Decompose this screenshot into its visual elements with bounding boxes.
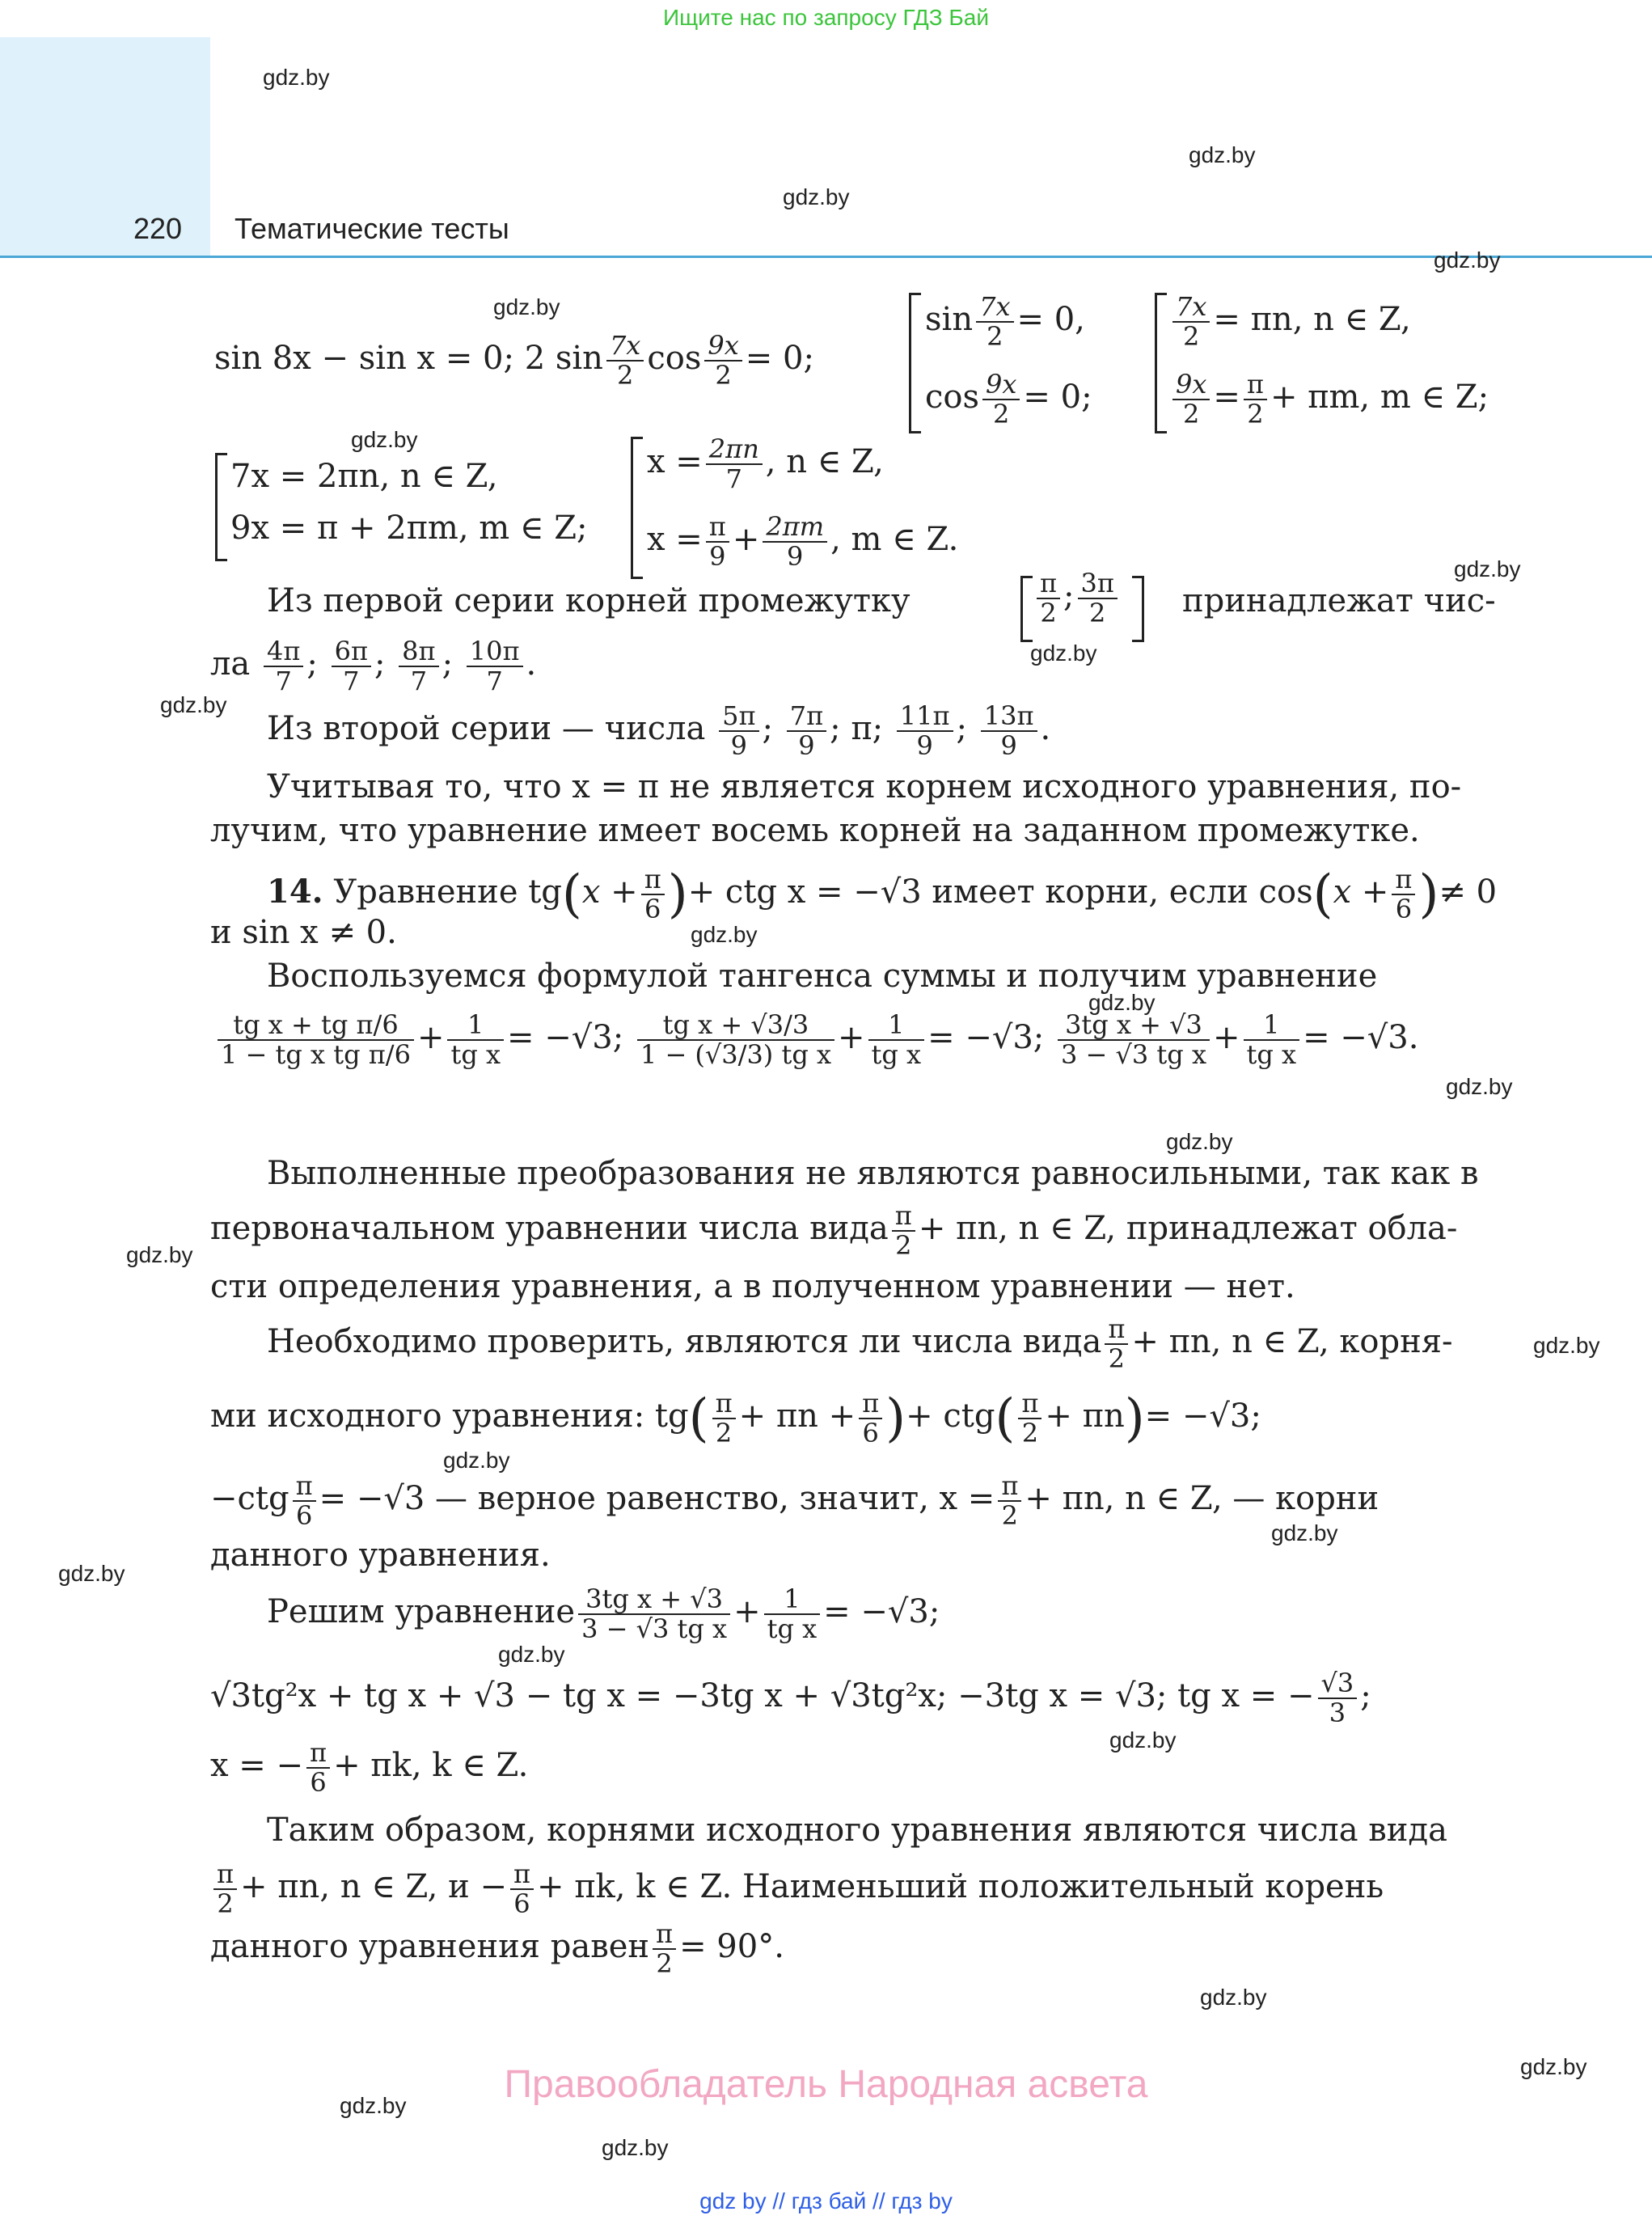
interval-bracket (1020, 576, 1033, 642)
text-line: Выполненные преобразования не являются равносильными, так как в (267, 1155, 1479, 1192)
watermark: gdz.by (602, 2135, 669, 2160)
system-line: x = $\frac{\pi}{9}$ + $\frac{2\pi m}{9}$ , m ∈ Z. (647, 511, 959, 573)
system-line: 9x = π + 2πm, m ∈ Z; (230, 509, 588, 547)
watermark: gdz.by (351, 427, 418, 452)
text-line: лучим, что уравнение имеет восемь корней на заданном промежутке. (210, 812, 1420, 849)
top-banner[interactable]: Ищите нас по запросу ГДЗ Бай (662, 5, 990, 30)
text-line: 14. Уравнение tg(x + $\frac{\pi}{6}$ )+ ctg x = −√3 имеет корни, если cos(x + $\frac{\pi}{6}$ )≠ 0 (267, 864, 1498, 925)
copyright-notice: Правообладатель Народная асвета (504, 2063, 1148, 2106)
watermark: gdz.by (1533, 1333, 1600, 1358)
watermark: gdz.by (1434, 247, 1501, 273)
watermark: gdz.by (1109, 1727, 1177, 1753)
watermark: gdz.by (1166, 1129, 1233, 1154)
watermark: gdz.by (691, 922, 758, 947)
header-rule (0, 256, 1652, 258)
interval-bracket (1132, 576, 1144, 642)
watermark: gdz.by (443, 1448, 510, 1473)
text-line: и sin x ≠ 0. (210, 914, 397, 951)
system-line: $\frac{9x}{2}$ = $\frac{\pi}{2}$ + πm, m ∈ Z; (1169, 370, 1489, 429)
watermark: gdz.by (1520, 2054, 1587, 2079)
interval: $\frac{\pi}{2}$ ; $\frac{3\pi}{2}$ (1033, 569, 1121, 628)
text-line: ми исходного уравнения: tg( $\frac{\pi}{2}$ + πn + $\frac{\pi}{6}$ )+ ctg( $\frac{\pi}{2}$ + πn)= −√3; (210, 1388, 1261, 1449)
text-line: сти определения уравнения, а в полученном уравнении — нет. (210, 1268, 1295, 1305)
watermark: gdz.by (126, 1242, 193, 1267)
watermark: gdz.by (1454, 556, 1521, 581)
text-line: первоначальном уравнении числа вида $\frac{\pi}{2}$ + πn, n ∈ Z, принадлежат обла- (210, 1200, 1458, 1262)
text-line: Учитывая то, что x = π не является корнем исходного уравнения, по- (267, 768, 1462, 805)
text-line: Воспользуемся формулой тангенса суммы и получим уравнение (267, 958, 1378, 995)
text-line: принадлежат чис- (1182, 582, 1496, 619)
system-line: 7x = 2πn, n ∈ Z, (230, 458, 498, 495)
text-line: Из первой серии корней промежутку (267, 582, 911, 619)
watermark: gdz.by (1088, 990, 1156, 1015)
system-bracket (1155, 293, 1167, 433)
text-line: Из второй серии — числа $\frac{5\pi}{9}$ ; $\frac{7\pi}{9}$ ; π; $\frac{11\pi}{9}$ ; $\frac{13\pi}{9}$ . (267, 700, 1051, 762)
watermark: gdz.by (498, 1642, 565, 1667)
watermark: gdz.by (1200, 1985, 1267, 2010)
footer-links[interactable]: gdz by // гдз бай // гдз by (699, 2188, 953, 2213)
watermark: gdz.by (1189, 142, 1256, 167)
watermark: gdz.by (263, 65, 330, 90)
watermark: gdz.by (1030, 641, 1097, 666)
watermark: gdz.by (58, 1561, 125, 1586)
equation-line: $\frac{\text{tg x + tg π/6}}{\text{1 − tg x tg π/6}}$ + $\frac{1}{\text{tg x}}$ = −√3; $\frac{\text{tg x + √3/3}}{\text{1 − (√3/3) tg x}}$ + $\frac{1}{\text{tg x}}$ = −√3; $\frac{\text{3tg x + √3}}{\text{3 − √3 tg x}}$ + $\frac{1}{\text{tg x}}$ = −√3. (214, 1011, 1418, 1069)
system-line: sin $\frac{7x}{2}$ = 0, (925, 291, 1085, 353)
equation-line: sin 8x − sin x = 0; 2 sin $\frac{7x}{2}$ cos $\frac{9x}{2}$ = 0; (214, 330, 814, 391)
system-bracket (631, 437, 643, 579)
section-title: Тематические тесты (234, 212, 509, 245)
text-line: Необходимо проверить, являются ли числа вида $\frac{\pi}{2}$ + πn, n ∈ Z, корня- (267, 1313, 1453, 1375)
text-line: −ctg $\frac{\pi}{6}$ = −√3 — верное равенство, значит, x = $\frac{\pi}{2}$ + πn, n ∈ Z, — корни (210, 1470, 1379, 1532)
text-line: данного уравнения равен $\frac{\pi}{2}$ = 90°. (210, 1918, 784, 1980)
page-number: 220 (133, 212, 183, 245)
system-bracket (909, 293, 921, 433)
text-line: ла $\frac{4\pi}{7}$ ; $\frac{6\pi}{7}$ ; $\frac{8\pi}{7}$ ; $\frac{10\pi}{7}$ . (210, 636, 537, 697)
text-line: данного уравнения. (210, 1537, 551, 1574)
watermark: gdz.by (1271, 1520, 1338, 1545)
text-line: $\frac{\pi}{2}$ + πn, n ∈ Z, и − $\frac{\pi}{6}$ + πk, k ∈ Z. Наименьший положительный корень (210, 1860, 1384, 1918)
equation-line: √3tg²x + tg x + √3 − tg x = −3tg x + √3tg²x; −3tg x = √3; tg x = − $\frac{√3}{3}$ ; (210, 1668, 1371, 1729)
text-line: Решим уравнение $\frac{\text{3tg x + √3}}{\text{3 − √3 tg x}}$ + $\frac{1}{\text{tg x}}$ = −√3; (267, 1583, 940, 1645)
system-line: $\frac{7x}{2}$ = πn, n ∈ Z, (1169, 293, 1411, 351)
system-line: x = $\frac{2\pi n}{7}$ , n ∈ Z, (647, 433, 884, 495)
system-line: cos $\frac{9x}{2}$ = 0; (925, 369, 1092, 430)
watermark: gdz.by (1446, 1074, 1513, 1099)
watermark: gdz.by (493, 294, 560, 319)
watermark: gdz.by (160, 692, 227, 717)
system-bracket (215, 453, 227, 561)
equation-line: x = − $\frac{\pi}{6}$ + πk, k ∈ Z. (210, 1737, 529, 1799)
text-line: Таким образом, корнями исходного уравнения являются числа вида (267, 1812, 1447, 1849)
watermark: gdz.by (340, 2093, 407, 2118)
watermark: gdz.by (783, 184, 850, 209)
